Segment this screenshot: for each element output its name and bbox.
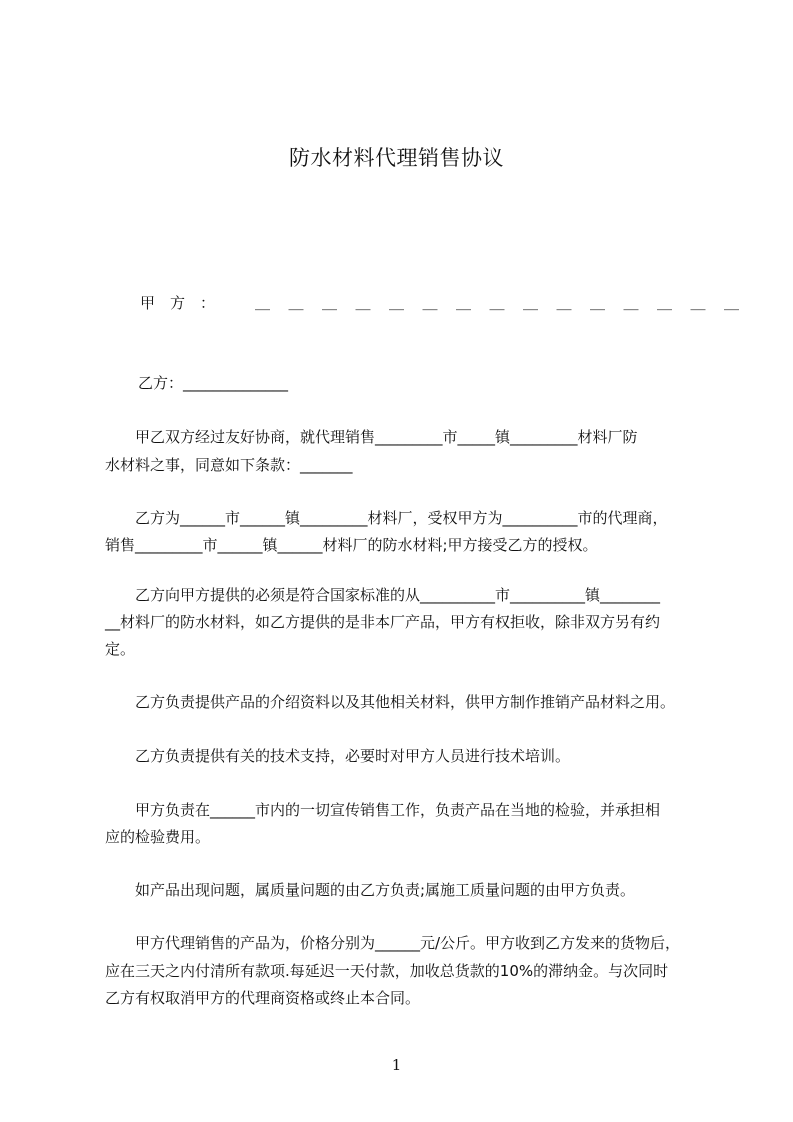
paragraph-line: 乙方有权取消甲方的代理商资格或终止本合同。 <box>105 989 421 1007</box>
party-a-label: 甲 方 ： <box>140 294 216 312</box>
party-b-line: 乙方：______________ <box>138 374 289 392</box>
paragraph-line: 乙方向甲方提供的必须是符合国家标准的从__________市__________镇________ <box>105 586 661 604</box>
page-number: 1 <box>391 1056 402 1074</box>
paragraph-line: 如产品出现问题，属质量问题的由乙方负责;属施工质量问题的由甲方负责。 <box>120 881 636 899</box>
paragraph-line: 应的检验费用。 <box>105 828 211 846</box>
paragraph-line: 销售_________市______镇______材料厂的防水材料;甲方接受乙方的授权。 <box>105 536 598 554</box>
paragraph-line: 甲乙双方经过友好协商，就代理销售_________市_____镇_________材料厂防 <box>105 428 638 446</box>
paragraph-line: 甲方负责在______市内的一切宣传销售工作，负责产品在当地的检验，并承担相 <box>105 801 661 819</box>
document-title: 防水材料代理销售协议 <box>289 146 504 170</box>
paragraph-line: 乙方为______市______镇_________材料厂，受权甲方为__________市的代理商， <box>105 509 668 527</box>
paragraph-line: 乙方负责提供有关的技术支持，必要时对甲方人员进行技术培训。 <box>120 747 571 765</box>
paragraph-line: 应在三天之内付清所有款项.每延迟一天付款，加收总货款的10%的滞纳金。与次同时 <box>105 962 669 980</box>
paragraph-line: 定。 <box>105 640 136 658</box>
party-a-blank: ＿＿＿＿＿＿＿＿＿＿＿＿＿＿＿ <box>255 294 758 312</box>
paragraph-line: __材料厂的防水材料，如乙方提供的是非本厂产品，甲方有权拒收，除非双方另有约 <box>105 613 661 631</box>
paragraph-line: 水材料之事，同意如下条款：_______ <box>105 456 353 474</box>
paragraph-line: 甲方代理销售的产品为，价格分别为______元/公斤。甲方收到乙方发来的货物后， <box>105 934 681 952</box>
paragraph-line: 乙方负责提供产品的介绍资料以及其他相关材料，供甲方制作推销产品材料之用。 <box>120 693 676 711</box>
